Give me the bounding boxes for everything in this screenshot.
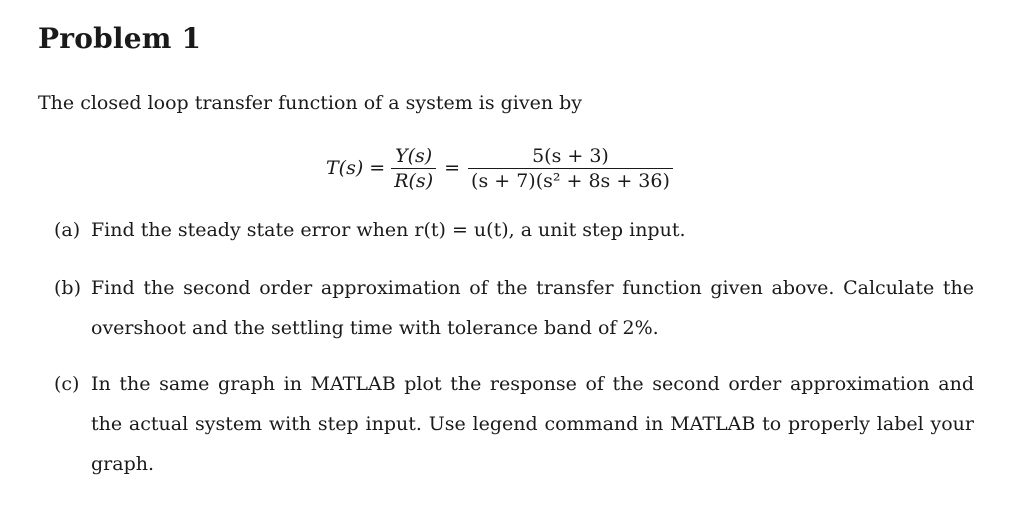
fraction-transfer-function xyxy=(468,144,673,193)
fraction-denominator-r: R(s) xyxy=(394,169,434,192)
part-text: In the same graph in MATLAB plot the response of the second order approximation and the actual system with step input. Use legend command in MATLAB to properly label your graph. xyxy=(91,373,974,475)
equation-equals: = xyxy=(444,157,461,179)
part-label: (a) xyxy=(54,219,81,241)
part-b xyxy=(54,268,974,348)
intro-text: The closed loop transfer function of a system is given by xyxy=(38,92,583,114)
problem-heading: Problem 1 xyxy=(38,22,202,55)
fraction-y-over-r xyxy=(391,144,436,193)
part-text: Find the steady state error when r(t) = u(t), a unit step input. xyxy=(91,219,686,241)
part-a xyxy=(54,210,974,250)
part-text: Find the second order approximation of the transfer function given above. Calculate the overshoot and the settling time with tolerance band of 2%. xyxy=(91,277,974,339)
part-c xyxy=(54,364,974,484)
fraction-numerator-poly: 5(s + 3) xyxy=(532,144,609,167)
part-label: (c) xyxy=(54,373,80,395)
equation-lhs: T(s) = xyxy=(326,157,386,179)
fraction-numerator-y: Y(s) xyxy=(395,144,433,167)
problem-parts-list xyxy=(54,210,974,484)
fraction-denominator-poly: (s + 7)(s² + 8s + 36) xyxy=(471,169,670,192)
part-label: (b) xyxy=(54,277,81,299)
transfer-function-equation xyxy=(326,138,673,198)
